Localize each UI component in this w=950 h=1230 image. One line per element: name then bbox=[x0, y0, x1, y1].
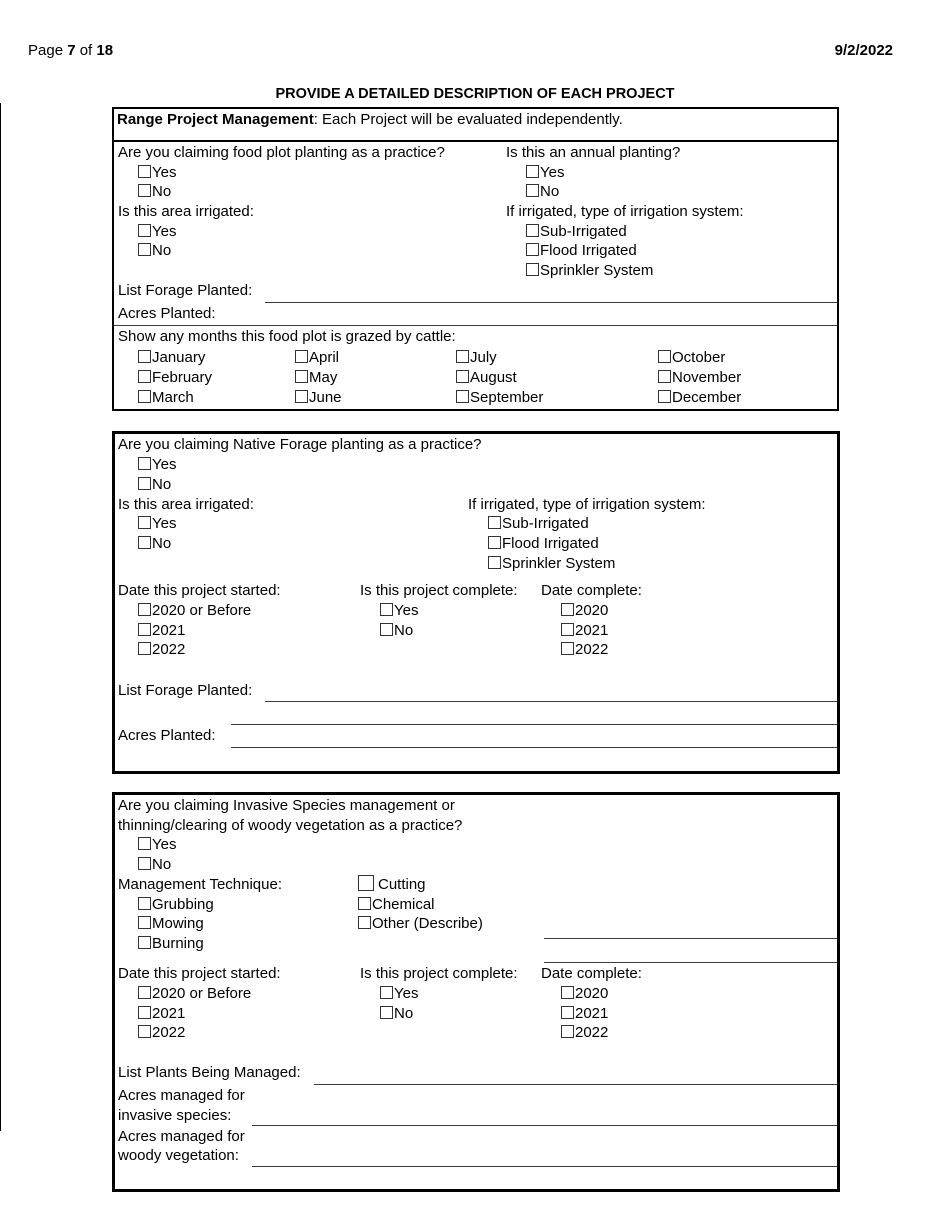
food-plot-list-forage-label: List Forage Planted: bbox=[118, 282, 253, 299]
invasive-started-2020[interactable]: 2020 or Before bbox=[138, 984, 251, 1004]
technique-chemical[interactable]: Chemical bbox=[358, 895, 435, 915]
native-forage-acres-label: Acres Planted: bbox=[118, 727, 216, 744]
food-plot-list-forage-field[interactable] bbox=[265, 302, 837, 303]
native-forage-acres-top-line bbox=[231, 724, 837, 725]
technique-grubbing[interactable]: Grubbing bbox=[138, 895, 214, 915]
month-april[interactable]: April bbox=[295, 348, 339, 368]
checkbox-icon[interactable] bbox=[380, 603, 393, 616]
checkbox-icon[interactable] bbox=[561, 986, 574, 999]
checkbox-icon[interactable] bbox=[358, 897, 371, 910]
food-plot-acres-label: Acres Planted: bbox=[118, 305, 216, 322]
page-number: Page 7 of 18 bbox=[28, 42, 114, 59]
native-forage-irrigation-sub[interactable]: Sub-Irrigated bbox=[488, 514, 589, 534]
checkbox-icon[interactable] bbox=[488, 536, 501, 549]
food-plot-irrigation-flood[interactable]: Flood Irrigated bbox=[526, 241, 637, 261]
checkbox-icon[interactable] bbox=[138, 457, 151, 470]
checkbox-icon[interactable] bbox=[138, 837, 151, 850]
invasive-started-2022[interactable]: 2022 bbox=[138, 1023, 185, 1043]
intro-divider bbox=[114, 140, 837, 142]
checkbox-icon[interactable] bbox=[561, 1025, 574, 1038]
food-plot-claiming-question: Are you claiming food plot planting as a practice? bbox=[118, 144, 445, 161]
invasive-plants-field[interactable] bbox=[314, 1084, 837, 1085]
food-plot-annual-question: Is this an annual planting? bbox=[506, 144, 681, 161]
month-august[interactable]: August bbox=[456, 368, 517, 388]
invasive-claiming-question-line2: thinning/clearing of woody vegetation as a practice? bbox=[118, 817, 463, 834]
month-july[interactable]: July bbox=[456, 348, 497, 368]
checkbox-icon[interactable] bbox=[138, 516, 151, 529]
checkbox-icon[interactable] bbox=[295, 370, 308, 383]
checkbox-icon[interactable] bbox=[456, 390, 469, 403]
checkbox-icon[interactable] bbox=[561, 623, 574, 636]
native-forage-claiming-yes[interactable]: Yes bbox=[138, 455, 176, 475]
native-forage-list-forage-label: List Forage Planted: bbox=[118, 682, 253, 699]
checkbox-icon[interactable] bbox=[358, 916, 371, 929]
invasive-technique-label: Management Technique: bbox=[118, 876, 283, 893]
native-forage-irrigation-sprinkler[interactable]: Sprinkler System bbox=[488, 554, 615, 574]
technique-mowing[interactable]: Mowing bbox=[138, 914, 204, 934]
month-march[interactable]: March bbox=[138, 388, 194, 408]
month-may[interactable]: May bbox=[295, 368, 337, 388]
food-plot-irrigation-type-question: If irrigated, type of irrigation system: bbox=[506, 203, 744, 220]
checkbox-icon[interactable] bbox=[658, 390, 671, 403]
food-plot-irrigated-yes[interactable]: Yes bbox=[138, 222, 176, 242]
checkbox-icon[interactable] bbox=[138, 642, 151, 655]
acres-invasive-label-line1: Acres managed for bbox=[118, 1087, 245, 1104]
food-plot-annual-no[interactable]: No bbox=[526, 182, 559, 202]
technique-cutting[interactable]: Cutting bbox=[358, 875, 426, 895]
month-september[interactable]: September bbox=[456, 388, 543, 408]
invasive-plants-label: List Plants Being Managed: bbox=[118, 1064, 301, 1081]
month-january[interactable]: January bbox=[138, 348, 205, 368]
native-forage-irrigation-type-question: If irrigated, type of irrigation system: bbox=[468, 496, 706, 513]
native-forage-irrigated-question: Is this area irrigated: bbox=[118, 496, 254, 513]
checkbox-icon[interactable] bbox=[138, 936, 151, 949]
checkbox-icon[interactable] bbox=[380, 986, 393, 999]
food-plot-acres-field[interactable] bbox=[265, 325, 837, 326]
native-forage-complete-yes[interactable]: Yes bbox=[380, 601, 418, 621]
checkbox-icon[interactable] bbox=[138, 1025, 151, 1038]
food-plot-claiming-no[interactable]: No bbox=[138, 182, 171, 202]
food-plot-months-label: Show any months this food plot is grazed by cattle: bbox=[118, 328, 456, 345]
food-plot-irrigated-no[interactable]: No bbox=[138, 241, 171, 261]
checkbox-icon[interactable] bbox=[488, 516, 501, 529]
checkbox-icon[interactable] bbox=[658, 370, 671, 383]
checkbox-icon[interactable] bbox=[138, 243, 151, 256]
month-february[interactable]: February bbox=[138, 368, 212, 388]
invasive-started-2021[interactable]: 2021 bbox=[138, 1004, 185, 1024]
native-forage-list-forage-field[interactable] bbox=[265, 701, 837, 702]
checkbox-icon[interactable] bbox=[561, 642, 574, 655]
checkbox-icon[interactable] bbox=[488, 556, 501, 569]
native-forage-irrigation-flood[interactable]: Flood Irrigated bbox=[488, 534, 599, 554]
native-forage-complete-2020[interactable]: 2020 bbox=[561, 601, 608, 621]
checkbox-icon[interactable] bbox=[138, 623, 151, 636]
checkbox-icon[interactable] bbox=[526, 165, 539, 178]
checkbox-icon[interactable] bbox=[138, 165, 151, 178]
checkbox-icon[interactable] bbox=[138, 536, 151, 549]
invasive-claiming-yes[interactable]: Yes bbox=[138, 835, 176, 855]
checkbox-icon[interactable] bbox=[138, 986, 151, 999]
checkbox-icon[interactable] bbox=[295, 390, 308, 403]
native-forage-started-2022[interactable]: 2022 bbox=[138, 640, 185, 660]
checkbox-icon[interactable] bbox=[358, 875, 374, 891]
invasive-date-complete-question: Date complete: bbox=[541, 965, 642, 982]
checkbox-icon[interactable] bbox=[380, 623, 393, 636]
food-plot-acres-divider-left bbox=[114, 325, 265, 326]
page-title: PROVIDE A DETAILED DESCRIPTION OF EACH PROJECT bbox=[275, 86, 675, 102]
native-forage-complete-no[interactable]: No bbox=[380, 621, 413, 641]
checkbox-icon[interactable] bbox=[138, 224, 151, 237]
checkbox-icon[interactable] bbox=[138, 390, 151, 403]
native-forage-complete-question: Is this project complete: bbox=[360, 582, 518, 599]
other-describe-field-2[interactable] bbox=[544, 962, 837, 963]
month-october[interactable]: October bbox=[658, 348, 725, 368]
native-forage-acres-field[interactable] bbox=[231, 747, 837, 748]
intro-text: Range Project Management: Each Project will be evaluated independently. bbox=[117, 111, 623, 128]
other-describe-field-1[interactable] bbox=[544, 938, 837, 939]
month-december[interactable]: December bbox=[658, 388, 741, 408]
invasive-complete-2020[interactable]: 2020 bbox=[561, 984, 608, 1004]
checkbox-icon[interactable] bbox=[138, 603, 151, 616]
invasive-complete-no[interactable]: No bbox=[380, 1004, 413, 1024]
checkbox-icon[interactable] bbox=[295, 350, 308, 363]
food-plot-irrigation-sub[interactable]: Sub-Irrigated bbox=[526, 222, 627, 242]
checkbox-icon[interactable] bbox=[526, 184, 539, 197]
checkbox-icon[interactable] bbox=[138, 370, 151, 383]
native-forage-complete-2021[interactable]: 2021 bbox=[561, 621, 608, 641]
checkbox-icon[interactable] bbox=[658, 350, 671, 363]
checkbox-icon[interactable] bbox=[526, 224, 539, 237]
acres-woody-field[interactable] bbox=[252, 1166, 837, 1167]
native-forage-irrigated-yes[interactable]: Yes bbox=[138, 514, 176, 534]
invasive-complete-yes[interactable]: Yes bbox=[380, 984, 418, 1004]
left-margin-rule bbox=[0, 103, 1, 1131]
checkbox-icon[interactable] bbox=[526, 263, 539, 276]
technique-burning[interactable]: Burning bbox=[138, 934, 204, 954]
month-june[interactable]: June bbox=[295, 388, 342, 408]
invasive-claiming-no[interactable]: No bbox=[138, 855, 171, 875]
invasive-complete-question: Is this project complete: bbox=[360, 965, 518, 982]
month-november[interactable]: November bbox=[658, 368, 741, 388]
checkbox-icon[interactable] bbox=[456, 350, 469, 363]
native-forage-claiming-no[interactable]: No bbox=[138, 475, 171, 495]
checkbox-icon[interactable] bbox=[138, 1006, 151, 1019]
food-plot-irrigated-question: Is this area irrigated: bbox=[118, 203, 254, 220]
native-forage-started-2021[interactable]: 2021 bbox=[138, 621, 185, 641]
acres-invasive-label-line2: invasive species: bbox=[118, 1107, 232, 1124]
native-forage-complete-2022[interactable]: 2022 bbox=[561, 640, 608, 660]
invasive-date-started-question: Date this project started: bbox=[118, 965, 281, 982]
checkbox-icon[interactable] bbox=[561, 1006, 574, 1019]
checkbox-icon[interactable] bbox=[456, 370, 469, 383]
native-forage-claiming-question: Are you claiming Native Forage planting as a practice? bbox=[118, 436, 482, 453]
page-date: 9/2/2022 bbox=[834, 42, 893, 59]
acres-woody-label-line2: woody vegetation: bbox=[118, 1147, 239, 1164]
technique-other[interactable]: Other (Describe) bbox=[358, 914, 483, 934]
checkbox-icon[interactable] bbox=[138, 857, 151, 870]
checkbox-icon[interactable] bbox=[138, 916, 151, 929]
invasive-complete-2021[interactable]: 2021 bbox=[561, 1004, 608, 1024]
acres-woody-label-line1: Acres managed for bbox=[118, 1128, 245, 1145]
native-forage-date-started-question: Date this project started: bbox=[118, 582, 281, 599]
acres-invasive-field[interactable] bbox=[252, 1125, 837, 1126]
checkbox-icon[interactable] bbox=[138, 350, 151, 363]
native-forage-irrigated-no[interactable]: No bbox=[138, 534, 171, 554]
food-plot-irrigation-sprinkler[interactable]: Sprinkler System bbox=[526, 261, 653, 281]
native-forage-started-2020[interactable]: 2020 or Before bbox=[138, 601, 251, 621]
native-forage-date-complete-question: Date complete: bbox=[541, 582, 642, 599]
checkbox-icon[interactable] bbox=[138, 184, 151, 197]
checkbox-icon[interactable] bbox=[526, 243, 539, 256]
checkbox-icon[interactable] bbox=[138, 477, 151, 490]
checkbox-icon[interactable] bbox=[561, 603, 574, 616]
invasive-claiming-question-line1: Are you claiming Invasive Species management or bbox=[118, 797, 455, 814]
invasive-complete-2022[interactable]: 2022 bbox=[561, 1023, 608, 1043]
food-plot-claiming-yes[interactable]: Yes bbox=[138, 163, 176, 183]
checkbox-icon[interactable] bbox=[138, 897, 151, 910]
checkbox-icon[interactable] bbox=[380, 1006, 393, 1019]
food-plot-annual-yes[interactable]: Yes bbox=[526, 163, 564, 183]
